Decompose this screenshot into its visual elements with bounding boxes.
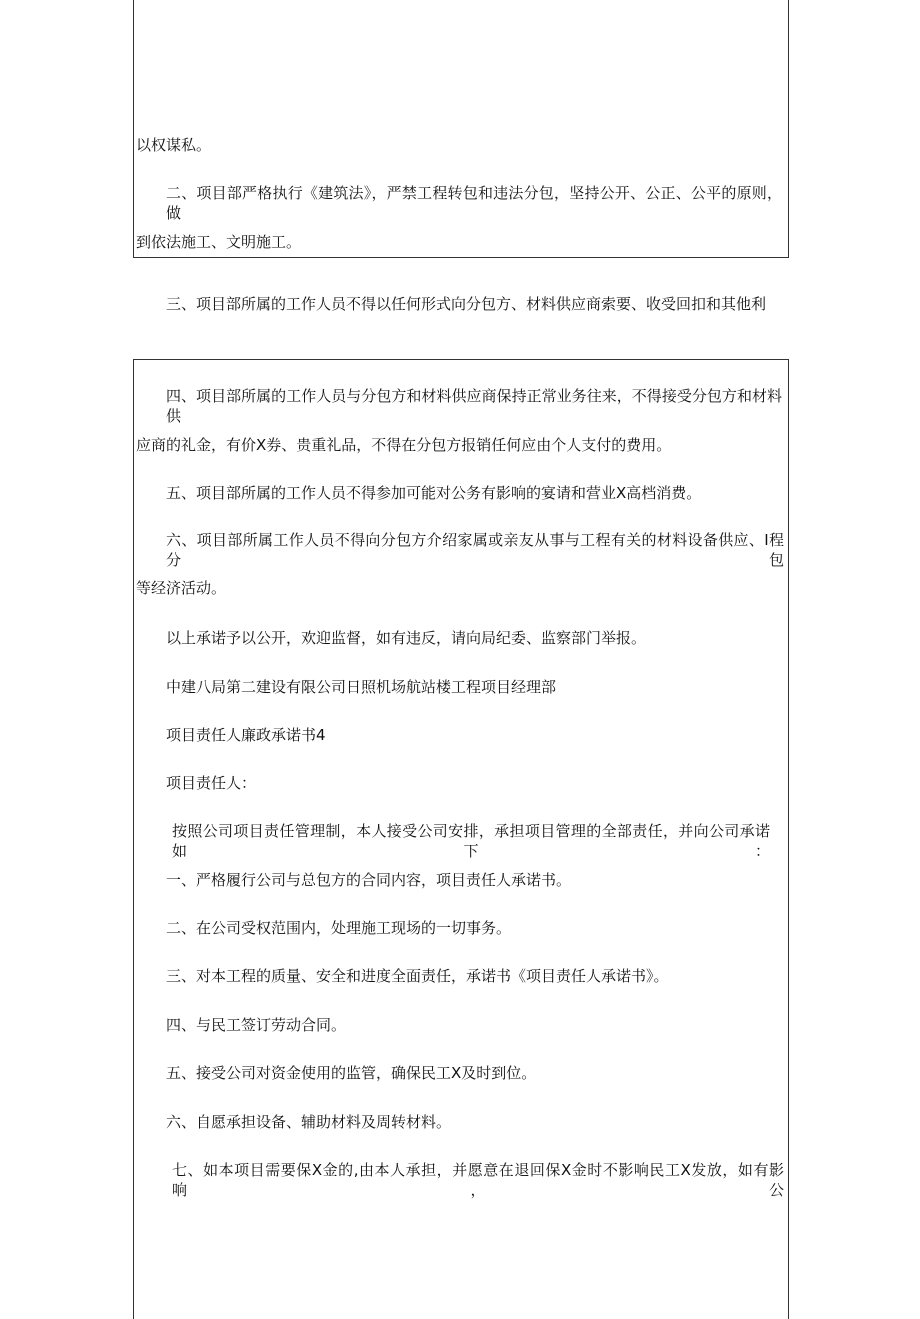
paragraph-line: 四、与民工签订劳动合同。: [166, 1016, 347, 1034]
section-title: 项目责任人廉政承诺书4: [166, 726, 326, 744]
paragraph-line: 三、项目部所属的工作人员不得以任何形式向分包方、材料供应商索要、收受回扣和其他利: [166, 295, 767, 313]
paragraph-line: 二、项目部严格执行《建筑法》，严禁工程转包和违法分包，坚持公开、公正、公平的原则，做: [166, 184, 782, 222]
paragraph-line: 七、如本项目需要保X金的,由本人承担，并愿意在退回保X金时不影响民工X发放，如有影响，公: [172, 1161, 784, 1199]
paragraph-line: 三、对本工程的质量、安全和进度全面责任，承诺书《项目责任人承诺书》。: [166, 967, 669, 985]
paragraph-line: 到依法施工、文明施工。: [136, 233, 302, 251]
organization-line: 中建八局第二建设有限公司日照机场航站楼工程项目经理部: [166, 678, 557, 696]
paragraph-line: 按照公司项目责任管理制，本人接受公司安排，承担项目管理的全部责任，并向公司承诺如下：: [172, 822, 770, 860]
paragraph-line: 一、严格履行公司与总包方的合同内容，项目责任人承诺书。: [166, 871, 572, 889]
paragraph-line: 项目责任人：: [166, 774, 257, 792]
paragraph-line: 五、接受公司对资金使用的监管，确保民工X及时到位。: [166, 1064, 537, 1082]
paragraph-line: 以上承诺予以公开，欢迎监督，如有违反，请向局纪委、监察部门举报。: [166, 629, 647, 647]
paragraph-line: 六、自愿承担设备、辅助材料及周转材料。: [166, 1113, 452, 1131]
paragraph-line: 应商的礼金，有价X券、贵重礼品，不得在分包方报销任何应由个人支付的费用。: [136, 436, 672, 454]
paragraph-line: 六、项目部所属工作人员不得向分包方介绍家属或亲友从事与工程有关的材料设备供应、I程分包: [166, 531, 784, 569]
paragraph-line: 四、项目部所属的工作人员与分包方和材料供应商保持正常业务往来，不得接受分包方和材料供: [166, 387, 782, 425]
paragraph-line: 二、在公司受权范围内，处理施工现场的一切事务。: [166, 919, 512, 937]
paragraph-line: 等经济活动。: [136, 579, 227, 597]
paragraph-line: 以权谋私。: [136, 136, 212, 154]
paragraph-line: 五、项目部所属的工作人员不得参加可能对公务有影响的宴请和营业X高档消费。: [166, 484, 702, 502]
